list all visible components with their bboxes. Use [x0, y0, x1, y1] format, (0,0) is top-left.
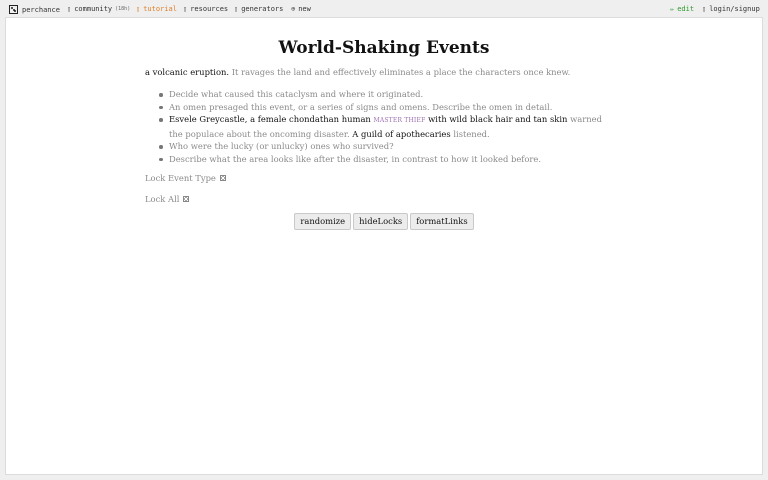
intro-description: It ravages the land and effectively eliminates a place the characters once knew.: [229, 67, 571, 77]
lock-all-toggle[interactable]: [145, 194, 189, 204]
dice-logo-icon: [9, 5, 18, 14]
nav-community-link[interactable]: [67, 5, 130, 13]
nav-edit-label: edit: [677, 5, 695, 13]
login-icon: ▯: [702, 5, 707, 13]
nav-edit-link[interactable]: [670, 5, 694, 13]
list-item: [145, 140, 605, 153]
bullet-2-text: An omen presaged this event, or a series of signs and omens. Describe the omen in detail.: [169, 101, 553, 112]
nav-generators-link[interactable]: [234, 5, 283, 13]
generators-icon: ▯: [234, 5, 239, 13]
list-item: [145, 88, 605, 101]
bullet-5-text: Describe what the area looks like after the disaster, in contrast to how it looked before.: [169, 153, 542, 164]
community-count: (18h): [115, 6, 131, 12]
format-links-button[interactable]: formatLinks: [410, 213, 473, 230]
plus-circle-icon: ⊕: [291, 5, 296, 13]
lock-event-type-toggle[interactable]: [145, 173, 226, 183]
group-name: A guild of apothecaries: [352, 128, 451, 139]
bullet-3-end: listened.: [450, 128, 490, 139]
bullet-4-text: Who were the lucky (or unlucky) ones who survived?: [169, 141, 394, 152]
nav-generators-label: generators: [241, 5, 284, 13]
pencil-icon: ✏: [670, 5, 675, 13]
hide-locks-button[interactable]: hideLocks: [353, 213, 408, 230]
nav-tutorial-label: tutorial: [143, 5, 177, 13]
nav-new-link[interactable]: [291, 5, 311, 13]
nav-brand-label: perchance: [22, 5, 60, 14]
nav-new-label: new: [298, 5, 311, 13]
tutorial-icon: ▯: [136, 5, 141, 13]
intro-event: a volcanic eruption.: [145, 67, 230, 77]
bullet-1-text: Decide what caused this cataclysm and where it originated.: [169, 89, 424, 99]
character-name: Esvele Greycastle, a female chondathan human: [169, 114, 371, 125]
nav-login-link[interactable]: [702, 5, 760, 13]
character-class-tag: MASTER THIEF: [373, 117, 426, 125]
nav-community-label: community: [74, 5, 113, 13]
community-icon: ▯: [67, 5, 72, 13]
nav-tutorial-link[interactable]: [136, 5, 177, 13]
prompt-list: [145, 88, 605, 166]
lock-checkbox-icon[interactable]: [183, 196, 189, 202]
action-buttons: [6, 213, 762, 230]
nav-login-label: login/signup: [709, 5, 760, 13]
top-nav-bar: [0, 0, 768, 17]
list-item: [145, 153, 605, 166]
lock-all-label: Lock All: [145, 194, 180, 204]
bullet-3-middle: warned the populace about the oncoming disaster.: [169, 114, 602, 139]
lock-checkbox-icon[interactable]: [220, 175, 226, 181]
nav-resources-link[interactable]: [183, 5, 228, 13]
character-looks: with wild black hair and tan skin: [425, 114, 568, 125]
resources-icon: ▯: [183, 5, 188, 13]
list-item: [145, 101, 605, 114]
generator-output-panel: [5, 17, 763, 475]
intro-paragraph: [145, 66, 605, 79]
nav-brand-link[interactable]: [9, 5, 60, 14]
lock-event-type-label: Lock Event Type: [145, 173, 216, 183]
list-item: [145, 113, 605, 140]
page-title: World-Shaking Events: [278, 38, 490, 58]
nav-resources-label: resources: [190, 5, 229, 13]
randomize-button[interactable]: randomize: [294, 213, 351, 230]
